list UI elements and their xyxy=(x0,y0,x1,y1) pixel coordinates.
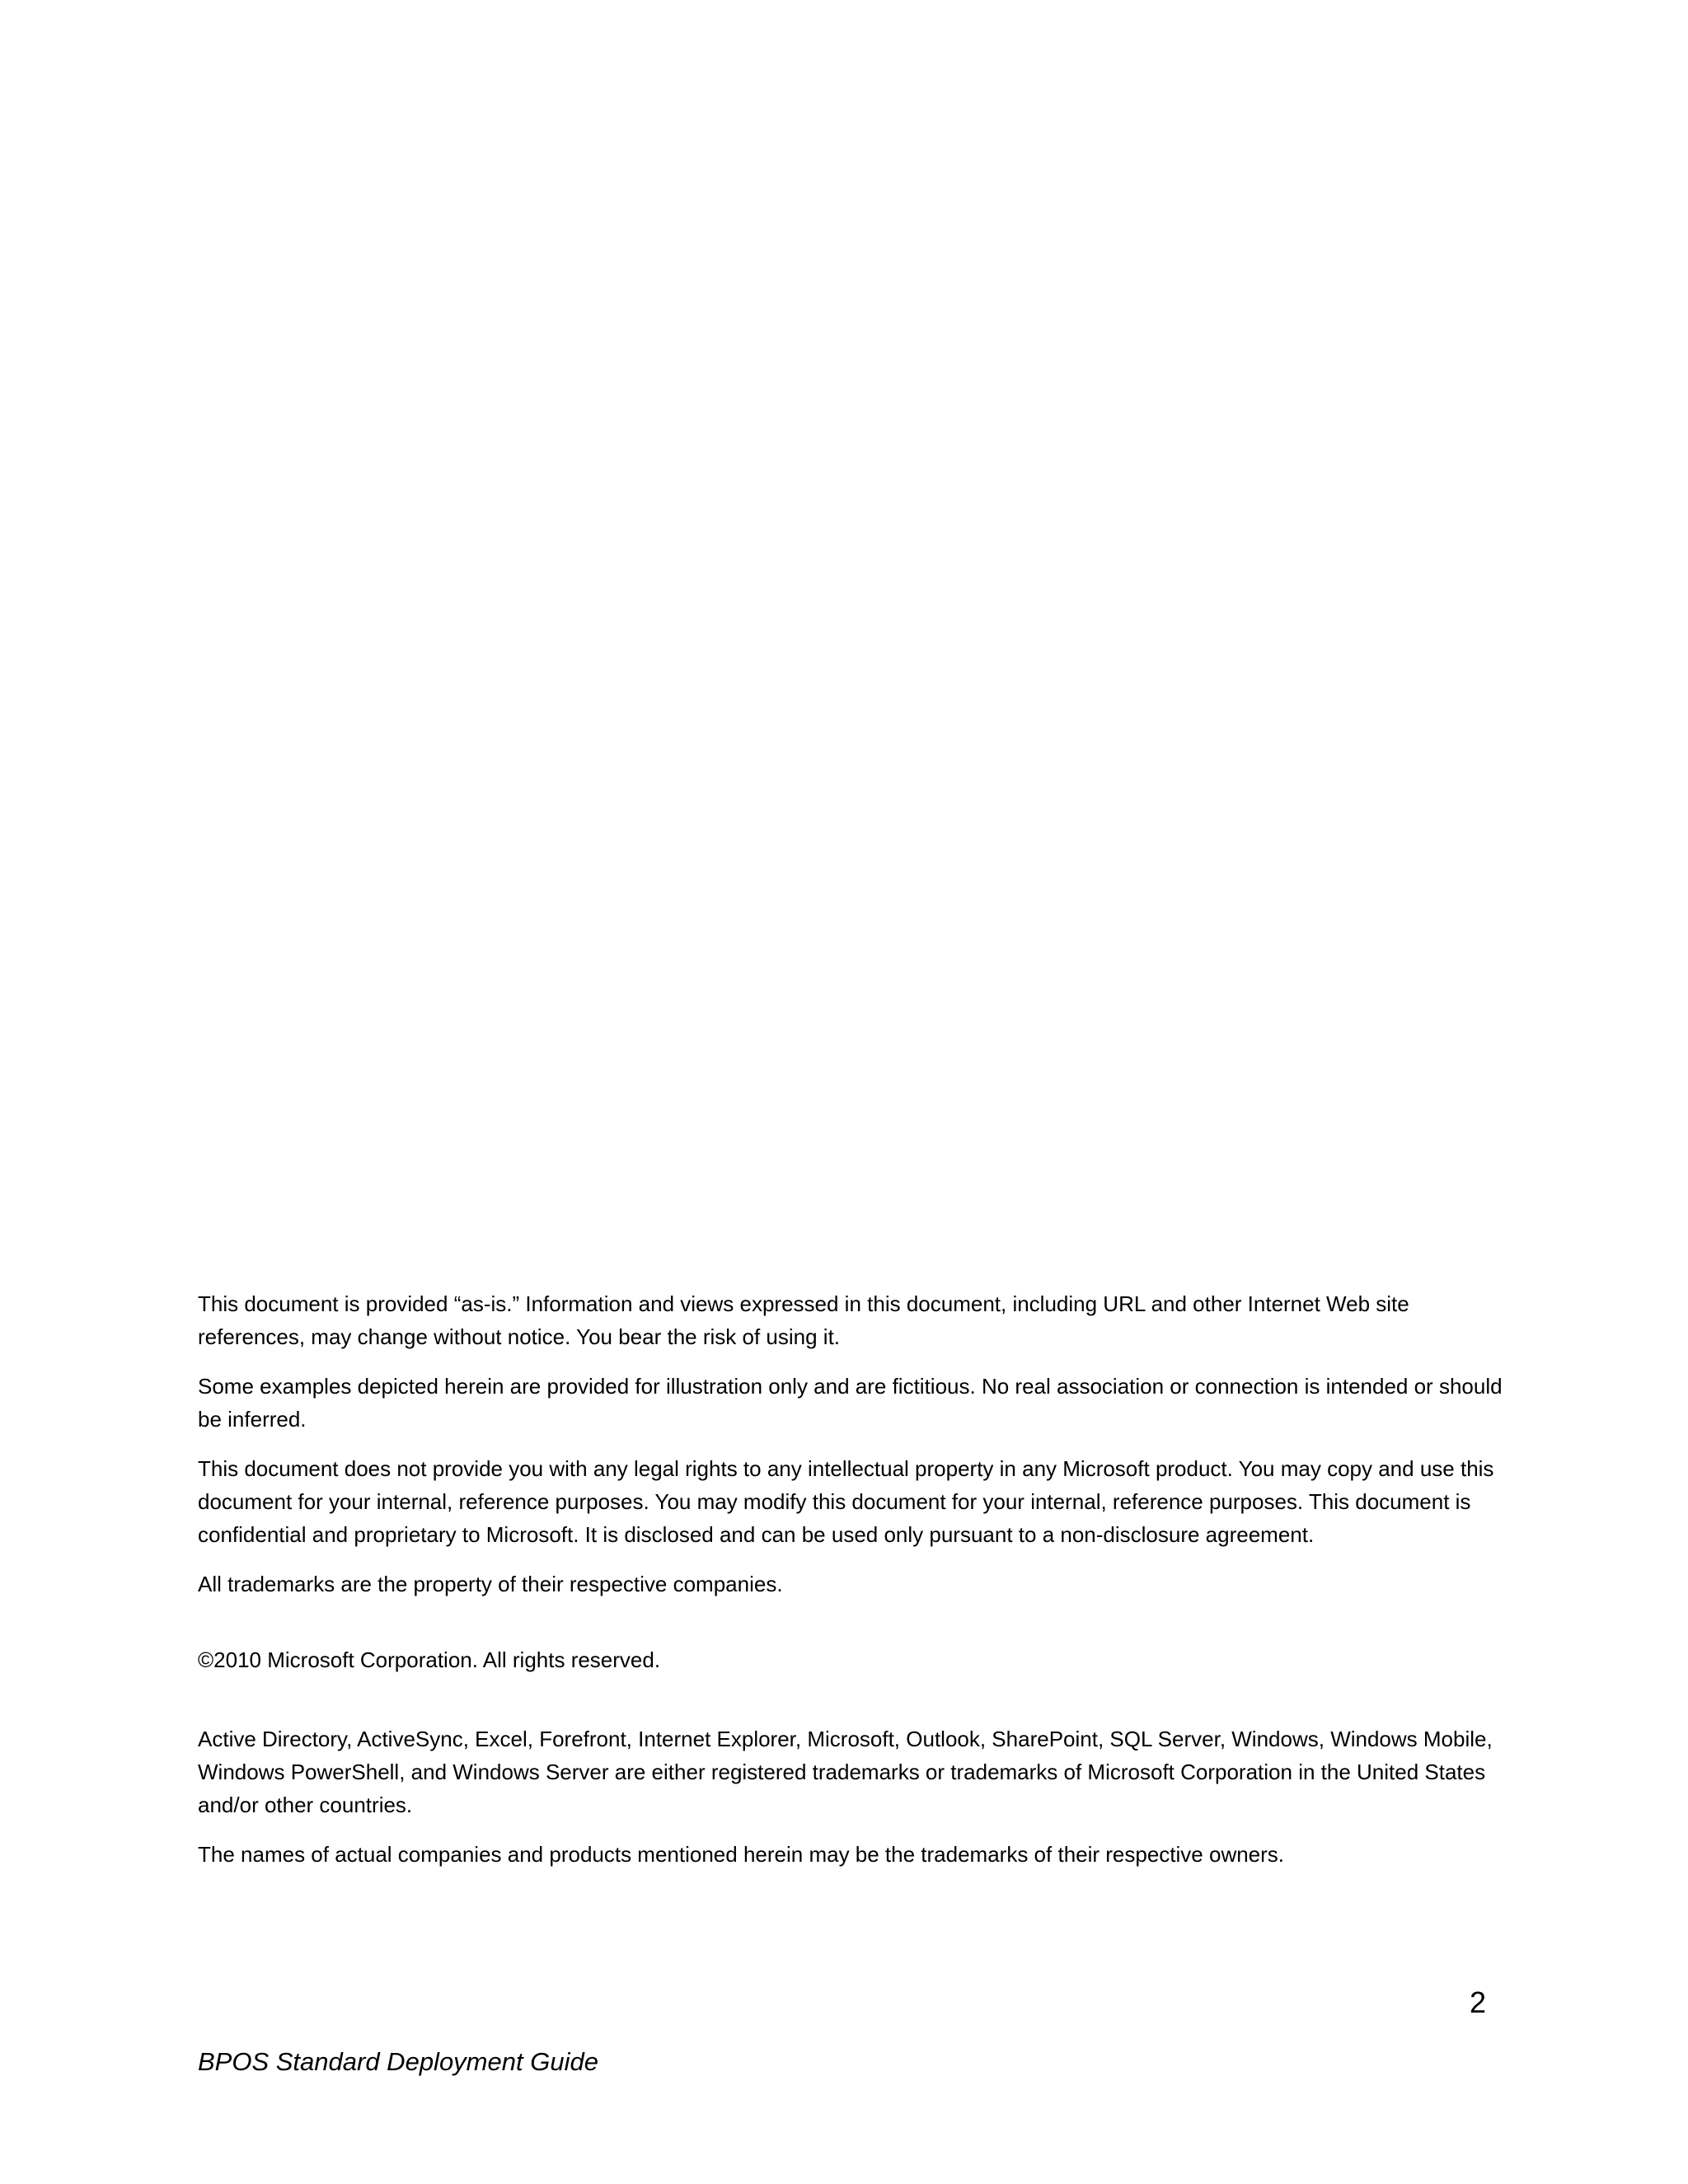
disclaimer-paragraph: This document is provided “as-is.” Information and views expressed in this document, including URL and other Internet Web site references, may change without notice. You bear the risk of using it. xyxy=(198,1291,1409,1349)
page-number: 2 xyxy=(1469,1985,1486,2019)
footer-document-title: BPOS Standard Deployment Guide xyxy=(198,2047,598,2076)
legal-notice xyxy=(198,1287,1517,1887)
company-names-paragraph: The names of actual companies and products mentioned herein may be the trademarks of their respective owners. xyxy=(198,1842,1285,1867)
trademarks-paragraph: All trademarks are the property of their respective companies. xyxy=(198,1572,783,1596)
copyright-paragraph: ©2010 Microsoft Corporation. All rights reserved. xyxy=(198,1647,661,1672)
intellectual-property-paragraph: This document does not provide you with any legal rights to any intellectual property in any Microsoft product. You may copy and use this document for your internal, reference purposes. You may modify this document for your internal, reference purposes. This document is confidential and proprietary to Microsoft. It is disclosed and can be used only pursuant to a non-disclosure agreement. xyxy=(198,1456,1494,1547)
fictitious-examples-paragraph: Some examples depicted herein are provided for illustration only and are fictitious. No real association or connection is intended or should be inferred. xyxy=(198,1374,1503,1432)
microsoft-trademarks-paragraph: Active Directory, ActiveSync, Excel, Forefront, Internet Explorer, Microsoft, Outlook, SharePoint, SQL Server, Windows, Windows Mobile, Windows PowerShell, and Windows Server are either registered trademarks or trademarks of Microsoft Corporation in the United States and/or other countries. xyxy=(198,1727,1493,1817)
